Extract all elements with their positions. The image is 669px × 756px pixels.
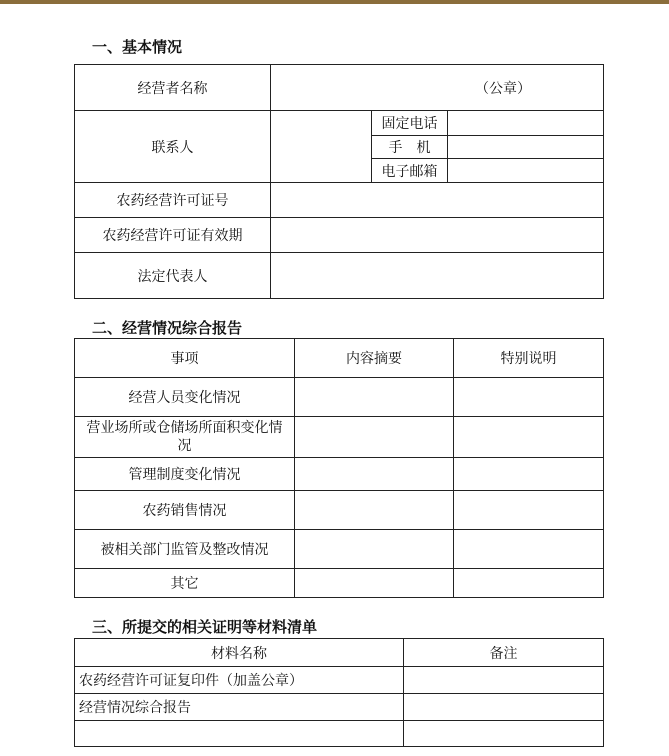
- table-row: [75, 569, 604, 598]
- top-border-bar: [0, 0, 669, 4]
- material-business-report: 经营情况综合报告: [75, 694, 404, 721]
- summary-cell[interactable]: [295, 491, 454, 530]
- landline-field[interactable]: [448, 111, 604, 136]
- table-row: [75, 458, 604, 491]
- header-material-name: 材料名称: [75, 639, 404, 667]
- seal-note: （公章）: [475, 80, 531, 97]
- email-field[interactable]: [448, 159, 604, 183]
- header-special-notes: 特别说明: [454, 339, 604, 378]
- notes-cell[interactable]: [454, 569, 604, 598]
- row-label-supervision-rectification: 被相关部门监管及整改情况: [75, 530, 295, 569]
- email-label: 电子邮箱: [372, 159, 448, 183]
- section-basic-info-title: 一、基本情况: [92, 38, 183, 56]
- mobile-field[interactable]: [448, 136, 604, 159]
- remarks-cell[interactable]: [404, 721, 604, 747]
- summary-cell[interactable]: [295, 569, 454, 598]
- material-license-copy: 农药经营许可证复印件（加盖公章）: [75, 667, 404, 694]
- license-number-field[interactable]: [271, 183, 604, 218]
- license-number-label: 农药经营许可证号: [75, 183, 271, 218]
- business-report-table: [74, 338, 604, 598]
- table-row: [75, 694, 604, 721]
- table-row: [75, 378, 604, 417]
- operator-name-label: 经营者名称: [75, 65, 271, 111]
- header-summary: 内容摘要: [295, 339, 454, 378]
- row-label-other: 其它: [75, 569, 295, 598]
- notes-cell[interactable]: [454, 530, 604, 569]
- row-label-pesticide-sales: 农药销售情况: [75, 491, 295, 530]
- summary-cell[interactable]: [295, 530, 454, 569]
- license-validity-label: 农药经营许可证有效期: [75, 218, 271, 253]
- material-empty-row[interactable]: [75, 721, 404, 747]
- basic-info-table: [74, 64, 604, 299]
- remarks-cell[interactable]: [404, 667, 604, 694]
- table-row: [75, 491, 604, 530]
- legal-representative-label: 法定代表人: [75, 253, 271, 299]
- license-validity-field[interactable]: [271, 218, 604, 253]
- notes-cell[interactable]: [454, 378, 604, 417]
- mobile-label: 手 机: [372, 136, 448, 159]
- row-label-staff-changes: 经营人员变化情况: [75, 378, 295, 417]
- contact-field[interactable]: [271, 111, 372, 183]
- section-materials-list-title: 三、所提交的相关证明等材料清单: [92, 618, 318, 636]
- summary-cell[interactable]: [295, 378, 454, 417]
- materials-list-table: [74, 638, 604, 747]
- landline-label: 固定电话: [372, 111, 448, 136]
- notes-cell[interactable]: [454, 417, 604, 458]
- notes-cell[interactable]: [454, 491, 604, 530]
- legal-representative-field[interactable]: [271, 253, 604, 299]
- table-row: [75, 667, 604, 694]
- table-row: [75, 721, 604, 747]
- header-item: 事项: [75, 339, 295, 378]
- header-remarks: 备注: [404, 639, 604, 667]
- row-label-management-changes: 管理制度变化情况: [75, 458, 295, 491]
- table-row: [75, 417, 604, 458]
- section-business-report-title: 二、经营情况综合报告: [92, 319, 243, 337]
- summary-cell[interactable]: [295, 458, 454, 491]
- notes-cell[interactable]: [454, 458, 604, 491]
- contact-label: 联系人: [75, 111, 271, 183]
- remarks-cell[interactable]: [404, 694, 604, 721]
- operator-name-field[interactable]: [271, 65, 604, 111]
- summary-cell[interactable]: [295, 417, 454, 458]
- row-label-premises-area-changes: 营业场所或仓储场所面积变化情况: [75, 417, 295, 458]
- table-row: [75, 530, 604, 569]
